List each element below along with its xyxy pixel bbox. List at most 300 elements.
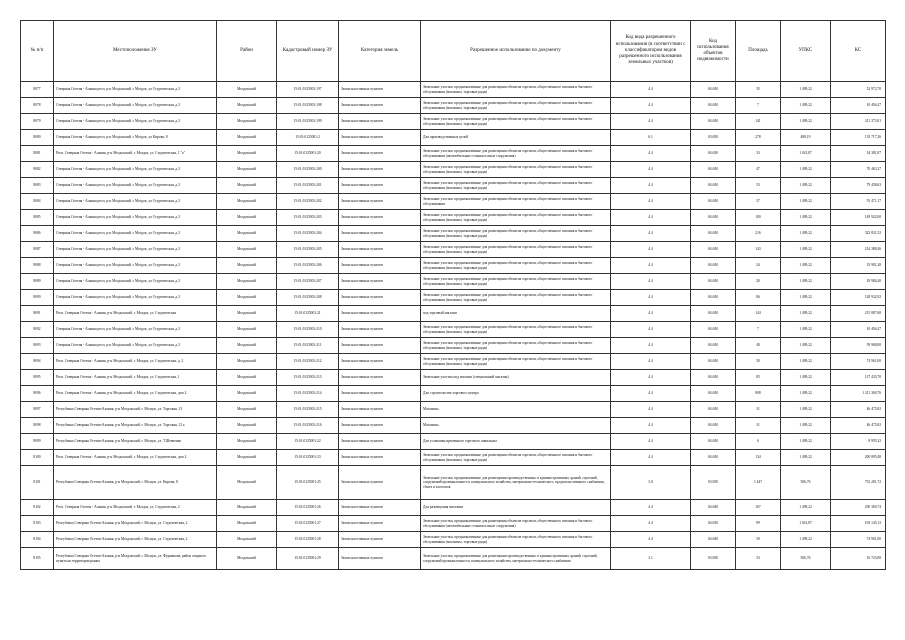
cell-ks: 46 475,82 xyxy=(831,418,886,434)
cell-category: Земли населенных пунктов xyxy=(339,354,421,370)
cell-area: 85 xyxy=(736,370,781,386)
header-ks: КС xyxy=(831,21,886,82)
cell-cadastral: 15:01:0125001:200 xyxy=(277,162,339,178)
cell-ks: 323 831,52 xyxy=(831,226,886,242)
cell-code: 4.4 xyxy=(611,386,691,402)
cell-num: 8090 xyxy=(21,290,54,306)
table-row xyxy=(21,258,886,274)
cell-code: 4.4 xyxy=(611,450,691,466)
cell-code: 4.4 xyxy=(611,322,691,338)
cell-upks: 1 499,22 xyxy=(781,500,831,516)
cell-upks: 506,76 xyxy=(781,548,831,570)
cell-ks: 214 388,46 xyxy=(831,242,886,258)
cell-area: 216 xyxy=(736,226,781,242)
cell-category: Земли населенных пунктов xyxy=(339,548,421,570)
table-row xyxy=(21,532,886,548)
cell-area: 100 xyxy=(736,210,781,226)
cell-ks: 250 369,74 xyxy=(831,500,886,516)
table-row xyxy=(21,98,886,114)
cell-code: 4.4 xyxy=(611,402,691,418)
header-code: Код вида разрешенного использования (в соответствии с классификатором видов разрешенного использования земельных участков) xyxy=(611,21,691,82)
cell-cadastral: 15:01:0125001:27 xyxy=(277,516,339,532)
cell-num: 8105 xyxy=(21,548,54,570)
cell-use: Магазины xyxy=(421,418,611,434)
cell-use: Земельные участки, предназначенные для размещения объектов торговли, общественного питания и бытового обслуживания (магазины, торговые ряды) xyxy=(421,450,611,466)
cell-cadastral: 15:01:0125001:26 xyxy=(277,500,339,516)
cell-district: Моздокский xyxy=(217,130,277,146)
cell-district: Моздокский xyxy=(217,274,277,290)
cell-use: Земельные участки, предназначенные для размещения объектов торговли, общественного питания и бытового обслуживания (магазины, торговые ряды) xyxy=(421,242,611,258)
cell-upks: 1 499,22 xyxy=(781,274,831,290)
cell-code: 4.4 xyxy=(611,290,691,306)
cell-area: 7 xyxy=(736,98,781,114)
cell-district: Моздокский xyxy=(217,290,277,306)
cell-district: Моздокский xyxy=(217,306,277,322)
cell-district: Моздокский xyxy=(217,418,277,434)
header-area: Площадь xyxy=(736,21,781,82)
cell-kod: 04:040 xyxy=(691,402,736,418)
cell-upks: 1 041,87 xyxy=(781,516,831,532)
cell-code: 4.4 xyxy=(611,338,691,354)
cell-use: Земельные участки, предназначенные для размещения объектов торговли, общественного питания и бытового обслуживания (автомобильные стоянки и иные сооружения) xyxy=(421,146,611,162)
cell-num: 8080 xyxy=(21,130,54,146)
cell-ks: 55 471,17 xyxy=(831,194,886,210)
cell-area: 33 xyxy=(736,146,781,162)
table-row xyxy=(21,386,886,402)
cell-cadastral: 15:01:0125001:215 xyxy=(277,402,339,418)
table-row xyxy=(21,516,886,532)
cell-ks: 16 723,08 xyxy=(831,548,886,570)
cell-cadastral: 15:01:0125001:205 xyxy=(277,242,339,258)
cell-location: Республика Северная Осетия-Алания, р-н Моздокский, г. Моздок, ул. Кирова, 8 xyxy=(54,466,217,500)
cell-ks: 8 995,32 xyxy=(831,434,886,450)
table-row xyxy=(21,146,886,162)
cell-kod: 04:040 xyxy=(691,532,736,548)
cell-ks: 1 211 369,76 xyxy=(831,386,886,402)
cell-category: Земли населенных пунктов xyxy=(339,418,421,434)
cell-area: 31 xyxy=(736,418,781,434)
cell-num: 8085 xyxy=(21,210,54,226)
cell-kod: 04:040 xyxy=(691,354,736,370)
cell-area: 33 xyxy=(736,548,781,570)
table-row xyxy=(21,466,886,500)
cell-upks: 1 499,22 xyxy=(781,450,831,466)
cell-code: 4.4 xyxy=(611,210,691,226)
cell-cadastral: 15:01:0125001:213 xyxy=(277,370,339,386)
cell-ks: 35 981,28 xyxy=(831,258,886,274)
cell-category: Земли населенных пунктов xyxy=(339,466,421,500)
table-row xyxy=(21,354,886,370)
cell-use: Земельные участки, предназначенные для размещения объектов торговли, общественного питания и бытового обслуживания (магазины, торговые ряды) xyxy=(421,274,611,290)
cell-category: Земли населенных пунктов xyxy=(339,322,421,338)
cell-code: 4.4 xyxy=(611,532,691,548)
cell-use: Земельные участки, предназначенные для размещения объектов торговли, общественного питания и бытового обслуживания xyxy=(421,194,611,210)
cell-category: Земли населенных пунктов xyxy=(339,82,421,98)
cell-upks: 1 499,22 xyxy=(781,306,831,322)
cell-use: Земельные участки, предназначенные для размещения объектов торговли, общественного питания и бытового обслуживания (автомобильные стоянки и иные сооружения) xyxy=(421,516,611,532)
cell-location: Респ. Северная Осетия - Алания, р-н Моздокский, г. Моздок, ул. Студенческая, дом 2 xyxy=(54,450,217,466)
table-row xyxy=(21,338,886,354)
cell-area: 278 xyxy=(736,130,781,146)
table-row xyxy=(21,130,886,146)
cell-code: 4.4 xyxy=(611,418,691,434)
cell-cadastral: 15:01:0125001:208 xyxy=(277,290,339,306)
cell-category: Земли населенных пунктов xyxy=(339,194,421,210)
cell-upks: 1 499,22 xyxy=(781,370,831,386)
cell-use: Для установки временного торгового павильона xyxy=(421,434,611,450)
header-upks: УПКС xyxy=(781,21,831,82)
cell-ks: 128 932,92 xyxy=(831,290,886,306)
cell-district: Моздокский xyxy=(217,162,277,178)
cell-location: Республика Северная Осетия-Алания, р-н Моздокский, г. Моздок, ул. Торговая, 12 а xyxy=(54,418,217,434)
cell-district: Моздокский xyxy=(217,98,277,114)
cell-location: Северная Осетия - Алания респ, р-н Моздокский, г Моздок, ул Студенческая, д 2 xyxy=(54,114,217,130)
cell-ks: 29 984,40 xyxy=(831,274,886,290)
cell-num: 8103 xyxy=(21,516,54,532)
table-row xyxy=(21,548,886,570)
cell-category: Земли населенных пунктов xyxy=(339,98,421,114)
cell-cadastral: 15:01:0125001:23 xyxy=(277,450,339,466)
cell-ks: 74 961,00 xyxy=(831,354,886,370)
cell-area: 50 xyxy=(736,354,781,370)
cell-use: Земельные участки, предназначенные для размещения объектов торговли, общественного питания и бытового обслуживания (магазины, торговые ряды) xyxy=(421,210,611,226)
cell-num: 8084 xyxy=(21,194,54,210)
cell-upks: 1 499,22 xyxy=(781,258,831,274)
cell-location: Северная Осетия - Алания респ, р-н Моздокский, г Моздок, ул Студенческая, д 2 xyxy=(54,338,217,354)
cell-category: Земли населенных пунктов xyxy=(339,500,421,516)
cell-district: Моздокский xyxy=(217,226,277,242)
cell-area: 6 xyxy=(736,434,781,450)
cell-upks: 1 499,22 xyxy=(781,434,831,450)
cell-kod: 04:040 xyxy=(691,98,736,114)
cell-code: 4.4 xyxy=(611,242,691,258)
cell-category: Земли населенных пунктов xyxy=(339,274,421,290)
cell-num: 8101 xyxy=(21,466,54,500)
cell-code: 4.4 xyxy=(611,82,691,98)
cell-use: Для производственных целей xyxy=(421,130,611,146)
cell-cadastral: 15:01:0125001:211 xyxy=(277,338,339,354)
cell-ks: 211 373,01 xyxy=(831,114,886,130)
cell-area: 47 xyxy=(736,162,781,178)
cell-category: Земли населенных пунктов xyxy=(339,258,421,274)
cell-use: Земельные участки, предназначенные для размещения объектов торговли, общественного питания и бытового обслуживания (магазины, торговые ряды) xyxy=(421,338,611,354)
cell-cadastral: 15:01:0125001:202 xyxy=(277,194,339,210)
cell-num: 8094 xyxy=(21,354,54,370)
cell-num: 8097 xyxy=(21,402,54,418)
cell-kod: 04:040 xyxy=(691,370,736,386)
cell-kod: 04:040 xyxy=(691,114,736,130)
cell-num: 8099 xyxy=(21,434,54,450)
cell-category: Земли населенных пунктов xyxy=(339,226,421,242)
cell-num: 8096 xyxy=(21,386,54,402)
cell-district: Моздокский xyxy=(217,146,277,162)
cell-upks: 1 499,22 xyxy=(781,210,831,226)
cell-kod: 04:040 xyxy=(691,210,736,226)
cell-district: Моздокский xyxy=(217,258,277,274)
cell-ks: 34 381,87 xyxy=(831,146,886,162)
cell-num: 8086 xyxy=(21,226,54,242)
cell-category: Земли населенных пунктов xyxy=(339,146,421,162)
cell-use: Земельные участки, предназначенные для размещения объектов торговли, общественного питания и бытового обслуживания (магазины, торговые ряды) xyxy=(421,82,611,98)
header-num: № п/п xyxy=(21,21,54,82)
header-kod: Код использования объектов недвижимости xyxy=(691,21,736,82)
cell-location: Респ. Северная Осетия - Алания, р-н Моздокский, г. Моздок, ул. Студенческая, дом 2 xyxy=(54,386,217,402)
table-row xyxy=(21,162,886,178)
cell-area: 31 xyxy=(736,402,781,418)
cell-num: 8093 xyxy=(21,338,54,354)
cell-upks: 1 499,22 xyxy=(781,386,831,402)
cell-upks: 1 499,22 xyxy=(781,82,831,98)
cell-location: Северная Осетия - Алания респ, р-н Моздокский, г Моздок, ул Студенческая, д 2 xyxy=(54,274,217,290)
cell-category: Земли населенных пунктов xyxy=(339,516,421,532)
cell-num: 8095 xyxy=(21,370,54,386)
cell-ks: 149 922,00 xyxy=(831,210,886,226)
cell-upks: 1 499,22 xyxy=(781,194,831,210)
cell-category: Земли населенных пунктов xyxy=(339,386,421,402)
cell-use: Земельные участки под магазин (специальный магазин) xyxy=(421,370,611,386)
cell-kod: 04:040 xyxy=(691,338,736,354)
cell-num: 8087 xyxy=(21,242,54,258)
cell-upks: 1 499,22 xyxy=(781,532,831,548)
cell-cadastral: 15:01:0125001:197 xyxy=(277,82,339,98)
cell-upks: 1 499,22 xyxy=(781,98,831,114)
cell-code: 4.4 xyxy=(611,274,691,290)
cell-use: Земельные участки, предназначенные для размещения объектов торговли, общественного питания и бытового обслуживания (магазины, торговые ряды) xyxy=(421,162,611,178)
cell-area: 37 xyxy=(736,194,781,210)
cell-code: 4.4 xyxy=(611,516,691,532)
cell-category: Земли населенных пунктов xyxy=(339,338,421,354)
cell-use: под торговый магазин xyxy=(421,306,611,322)
cell-kod: 04:040 xyxy=(691,322,736,338)
cell-category: Земли населенных пунктов xyxy=(339,130,421,146)
cell-cadastral: 15:01:0125001:216 xyxy=(277,418,339,434)
cell-kod: 04:040 xyxy=(691,194,736,210)
cell-cadastral: 15:01:0125001:212 xyxy=(277,354,339,370)
cell-ks: 74 961,00 xyxy=(831,532,886,548)
cell-location: Северная Осетия - Алания респ, р-н Моздокский, г Моздок, ул Кирова, 8 xyxy=(54,130,217,146)
cell-area: 86 xyxy=(736,290,781,306)
cell-upks: 1 499,22 xyxy=(781,242,831,258)
header-category: Категория земель xyxy=(339,21,421,82)
cell-cadastral: 15:01:0125001:214 xyxy=(277,386,339,402)
cell-code: 4.4 xyxy=(611,258,691,274)
table-row xyxy=(21,322,886,338)
cell-kod: 04:030 xyxy=(691,516,736,532)
cell-category: Земли населенных пунктов xyxy=(339,402,421,418)
cell-district: Моздокский xyxy=(217,194,277,210)
cell-cadastral: 15:01:0125001:198 xyxy=(277,98,339,114)
cell-location: Северная Осетия - Алания респ, р-н Моздокский, г Моздок, ул Студенческая, д 2 xyxy=(54,322,217,338)
cell-location: Северная Осетия - Алания респ, р-н Моздокский, г Моздок, ул Студенческая, д 2 xyxy=(54,210,217,226)
cell-cadastral: 15:01:0125001:20 xyxy=(277,146,339,162)
cell-location: Республика Северная Осетия-Алания, р-н Моздокский, г. Моздок, ул. Студенческая, 2 xyxy=(54,532,217,548)
cell-category: Земли населенных пунктов xyxy=(339,210,421,226)
cell-ks: 59 968,80 xyxy=(831,338,886,354)
cell-num: 8092 xyxy=(21,322,54,338)
header-location: Местоположение ЗУ xyxy=(54,21,217,82)
cell-location: Респ. Северная Осетия - Алания, р-н Моздокский, г. Моздок, ул. Студенческая, 1 xyxy=(54,370,217,386)
cell-district: Моздокский xyxy=(217,114,277,130)
cell-kod: 04:040 xyxy=(691,162,736,178)
cell-use: Земельные участки, предназначенные для размещения объектов торговли, общественного питания и бытового обслуживания (магазины, торговые ряды) xyxy=(421,290,611,306)
cell-code: 4.4 xyxy=(611,306,691,322)
cell-cadastral: 15:01:0125001:207 xyxy=(277,274,339,290)
cell-use: Земельные участки, предназначенные для размещения объектов торговли, общественного питания и бытового обслуживания (магазины, торговые ряды) xyxy=(421,114,611,130)
cell-num: 8081 xyxy=(21,146,54,162)
cell-use: Земельные участки, предназначенные для размещения объектов торговли, общественного питания и бытового обслуживания (магазины, торговые ряды) xyxy=(421,226,611,242)
cell-num: 8098 xyxy=(21,418,54,434)
cell-area: 7 xyxy=(736,322,781,338)
cell-location: Респ. Северная Осетия - Алания, р-н Моздокский, г. Моздок, ул. Студенческая, 2 xyxy=(54,500,217,516)
cell-category: Земли населенных пунктов xyxy=(339,434,421,450)
cell-location: Республика Северная Осетия-Алания, р-н Моздокский, г. Моздок, ул. Т.Шевченко xyxy=(54,434,217,450)
cell-area: 1 447 xyxy=(736,466,781,500)
cell-cadastral: 15:01:0125001:29 xyxy=(277,548,339,570)
cell-num: 8104 xyxy=(21,532,54,548)
cell-upks: 1 499,22 xyxy=(781,178,831,194)
table-row xyxy=(21,500,886,516)
table-row xyxy=(21,418,886,434)
cell-upks: 488,19 xyxy=(781,130,831,146)
cell-district: Моздокский xyxy=(217,450,277,466)
cell-ks: 79 458,63 xyxy=(831,178,886,194)
cell-num: 8091 xyxy=(21,306,54,322)
cell-cadastral: 15:01:0125001:21 xyxy=(277,306,339,322)
cell-cadastral: 15:01:0125001:28 xyxy=(277,532,339,548)
cell-district: Моздокский xyxy=(217,466,277,500)
cell-location: Северная Осетия - Алания респ, р-н Моздокский, г Моздок, ул Студенческая, д 2 xyxy=(54,82,217,98)
header-district: Район xyxy=(217,21,277,82)
cell-location: Северная Осетия - Алания респ, р-н Моздокский, г Моздок, ул Студенческая, д 2 xyxy=(54,226,217,242)
cell-num: 8078 xyxy=(21,98,54,114)
cell-ks: 52 972,70 xyxy=(831,82,886,98)
cell-area: 143 xyxy=(736,242,781,258)
cell-kod: 04:040 xyxy=(691,82,736,98)
cell-use: Для размещения магазина xyxy=(421,500,611,516)
cell-kod: 04:030 xyxy=(691,146,736,162)
cell-location: Северная Осетия - Алания респ, р-н Моздокский, г Моздок, ул Студенческая, д 2 xyxy=(54,194,217,210)
document-page xyxy=(20,20,885,605)
cell-code: 4.4 xyxy=(611,194,691,210)
cell-district: Моздокский xyxy=(217,516,277,532)
cell-area: 24 xyxy=(736,258,781,274)
cell-location: Респ. Северная Осетия - Алания, р-н Моздокский, г. Моздок, ул. Студенческая xyxy=(54,306,217,322)
table-row xyxy=(21,290,886,306)
cell-use: Земельные участки, предназначенные для размещения объектов торговли, общественного питания и бытового обслуживания (магазины, торговые ряды) xyxy=(421,532,611,548)
cell-upks: 1 499,22 xyxy=(781,162,831,178)
cell-upks: 1 499,22 xyxy=(781,354,831,370)
cell-area: 40 xyxy=(736,338,781,354)
cell-cadastral: 15:01:0125001:201 xyxy=(277,178,339,194)
cell-ks: 200 895,48 xyxy=(831,450,886,466)
cell-district: Моздокский xyxy=(217,210,277,226)
cell-location: Северная Осетия - Алания респ, р-н Моздокский, г Моздок, ул Студенческая, д 2 xyxy=(54,258,217,274)
cell-num: 8089 xyxy=(21,274,54,290)
cell-ks: 135 717,26 xyxy=(831,130,886,146)
cell-code: 4.4 xyxy=(611,98,691,114)
cell-kod: 04:040 xyxy=(691,306,736,322)
cell-upks: 1 499,22 xyxy=(781,226,831,242)
cell-category: Земли населенных пунктов xyxy=(339,178,421,194)
cell-area: 53 xyxy=(736,178,781,194)
cell-district: Моздокский xyxy=(217,402,277,418)
cell-upks: 506,76 xyxy=(781,466,831,500)
cell-code: 6.1 xyxy=(611,130,691,146)
cell-code: 4.4 xyxy=(611,370,691,386)
cell-kod: 04:040 xyxy=(691,290,736,306)
cell-code: 4.4 xyxy=(611,162,691,178)
cell-location: Северная Осетия - Алания респ, р-н Моздокский, г Моздок, ул Студенческая, д 2 xyxy=(54,242,217,258)
table-row xyxy=(21,226,886,242)
table-body xyxy=(21,82,886,570)
cell-cadastral: 15:01:0125001:204 xyxy=(277,226,339,242)
table-row xyxy=(21,450,886,466)
cell-district: Моздокский xyxy=(217,434,277,450)
cell-location: Северная Осетия - Алания респ, р-н Моздокский, г Моздок, ул Студенческая, д 2 xyxy=(54,98,217,114)
table-row xyxy=(21,402,886,418)
cell-code: 4.4 xyxy=(611,354,691,370)
cell-location: Республика Северная Осетия-Алания, р-н Моздокский, г. Моздок, ул. Торговая, 13 xyxy=(54,402,217,418)
cell-district: Моздокский xyxy=(217,322,277,338)
cell-kod: 04:040 xyxy=(691,242,736,258)
cell-use: Земельные участки, предназначенные для размещения объектов торговли, общественного питания и бытового обслуживания (магазины, торговые ряды) xyxy=(421,178,611,194)
cell-district: Моздокский xyxy=(217,82,277,98)
header-row xyxy=(21,21,886,82)
cell-code: 3.1 xyxy=(611,548,691,570)
cell-num: 8083 xyxy=(21,178,54,194)
cell-upks: 1 041,87 xyxy=(781,146,831,162)
cell-upks: 1 499,22 xyxy=(781,338,831,354)
cell-use: Земельные участки, предназначенные для размещения объектов торговли, общественного питания и бытового обслуживания (магазины, торговые ряды) xyxy=(421,354,611,370)
cell-district: Моздокский xyxy=(217,354,277,370)
cell-ks: 733 281,72 xyxy=(831,466,886,500)
cell-area: 167 xyxy=(736,500,781,516)
cell-category: Земли населенных пунктов xyxy=(339,306,421,322)
cell-ks: 70 463,37 xyxy=(831,162,886,178)
cell-location: Северная Осетия - Алания респ, р-н Моздокский, г Моздок, ул Студенческая, д 2 xyxy=(54,178,217,194)
cell-category: Земли населенных пунктов xyxy=(339,114,421,130)
cell-area: 808 xyxy=(736,386,781,402)
cell-num: 8102 xyxy=(21,500,54,516)
cell-kod: 04:040 xyxy=(691,386,736,402)
cell-category: Земли населенных пунктов xyxy=(339,162,421,178)
cell-use: Земельные участки, предназначенные для размещения объектов торговли, общественного питания и бытового обслуживания (магазины, торговые ряды) xyxy=(421,258,611,274)
cell-location: Северная Осетия - Алания респ, р-н Моздокский, г Моздок, ул Студенческая, д 2 xyxy=(54,290,217,306)
cell-category: Земли населенных пунктов xyxy=(339,290,421,306)
cell-use: Земельные участки, предназначенные для размещения производственных и административных зданий, строений, сооружений промышленности, коммунального хозяйства, материально-технического, продовольственного снабжения, сбыта и заготовок xyxy=(421,466,611,500)
cell-upks: 1 499,22 xyxy=(781,418,831,434)
cell-num: 8088 xyxy=(21,258,54,274)
cell-location: Респ. Северная Осетия - Алания, р-н Моздокский, г. Моздок, ул. Студенческая, 1 "а" xyxy=(54,146,217,162)
cell-use: Земельные участки, предназначенные для размещения производственных и административных зданий, строений, сооружений промышленности, коммунального хозяйства, материально-технического снабжения xyxy=(421,548,611,570)
cell-use: Земельные участки, предназначенные для размещения объектов торговли, общественного питания и бытового обслуживания (магазины, торговые ряды) xyxy=(421,98,611,114)
cell-district: Моздокский xyxy=(217,242,277,258)
cell-district: Моздокский xyxy=(217,386,277,402)
cell-ks: 10 494,47 xyxy=(831,322,886,338)
table-row xyxy=(21,370,886,386)
cell-kod: 04:040 xyxy=(691,450,736,466)
cell-code: 4.4 xyxy=(611,178,691,194)
cell-kod: 03:050 xyxy=(691,130,736,146)
cell-district: Моздокский xyxy=(217,178,277,194)
cell-upks: 1 499,22 xyxy=(781,290,831,306)
cell-code: 4.4 xyxy=(611,146,691,162)
cell-location: Республика Северная Осетия-Алания, р-н Моздокский, г. Моздок, ул. Фурманова, район опорного пункта на территории рынка xyxy=(54,548,217,570)
cell-district: Моздокский xyxy=(217,370,277,386)
cell-cadastral: 15:01:0125001:2 xyxy=(277,130,339,146)
cell-district: Моздокский xyxy=(217,548,277,570)
cell-category: Земли населенных пунктов xyxy=(339,532,421,548)
